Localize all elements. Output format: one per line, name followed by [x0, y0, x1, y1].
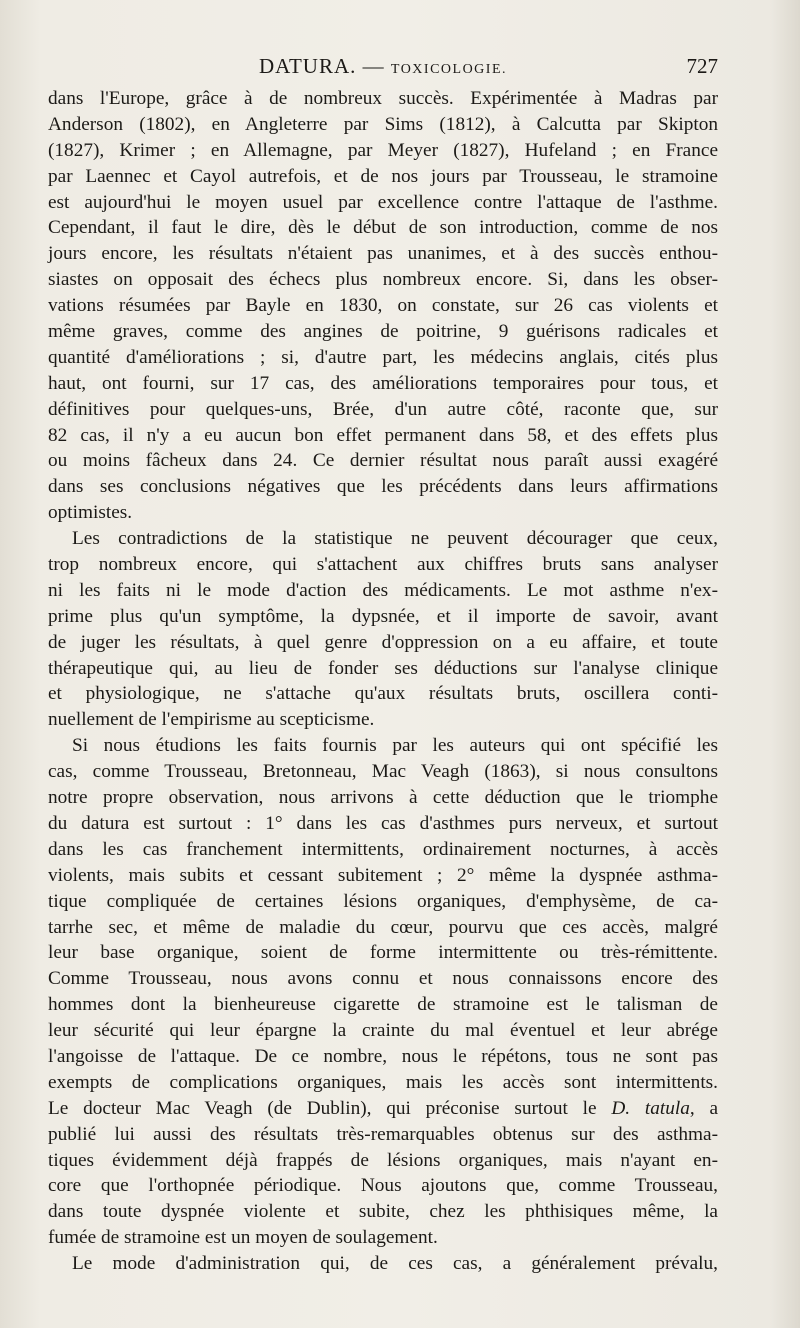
- text-line: core que l'orthopnée périodique. Nous ajoutons que, comme Trousseau,: [48, 1175, 718, 1197]
- text-line: Anderson (1802), en Angleterre par Sims (1812), à Calcutta par Skipton: [48, 113, 718, 135]
- body-text: [48, 86, 718, 1277]
- text-line: l'angoisse de l'attaque. De ce nombre, nous le répétons, tous ne sont pas: [48, 1045, 718, 1067]
- text-line: du datura est surtout : 1° dans les cas d'asthmes purs nerveux, et surtout: [48, 812, 718, 834]
- text-line: même graves, comme des angines de poitrine, 9 guérisons radicales et: [48, 321, 718, 343]
- text-line: publié lui aussi des résultats très-remarquables obtenus sur des asthma-: [48, 1123, 718, 1145]
- text-line-with-italic: [48, 1096, 718, 1122]
- text-line: jours encore, les résultats n'étaient pas unanimes, et à des succès enthou-: [48, 243, 718, 265]
- text-line: Si nous étudions les faits fournis par les auteurs qui ont spécifié les: [72, 735, 718, 757]
- text-line: leur base organique, soient de forme intermittente ou très-rémittente.: [48, 942, 718, 964]
- text-line: violents, mais subits et cessant subitement ; 2° même la dyspnée asthma-: [48, 864, 718, 886]
- header-section: TOXICOLOGIE.: [390, 62, 508, 77]
- text-line: et physiologique, ne s'attache qu'aux résultats bruts, oscillera conti-: [48, 683, 718, 705]
- text-line-start: Le docteur Mac Veagh (de Dublin), qui préconise surtout le: [48, 1097, 597, 1119]
- text-line: définitives pour quelques-uns, Brée, d'un autre côté, raconte que, sur: [48, 398, 718, 420]
- text-line: ni les faits ni le mode d'action des médicaments. Le mot asthme n'ex-: [48, 579, 718, 601]
- text-line: Le mode d'administration qui, de ces cas, a généralement prévalu,: [72, 1253, 718, 1275]
- running-title: [48, 54, 718, 79]
- text-line: quantité d'améliorations ; si, d'autre part, les médecins anglais, cités plus: [48, 346, 718, 368]
- text-line: de juger les résultats, à quel genre d'oppression on a eu affaire, et toute: [48, 631, 718, 653]
- text-line: 82 cas, il n'y a eu aucun bon effet permanent dans 58, et des effets plus: [48, 424, 718, 446]
- text-line: Les contradictions de la statistique ne peuvent décourager que ceux,: [72, 528, 718, 550]
- text-line: tiques évidemment déjà frappés de lésions organiques, mais n'ayant en-: [48, 1149, 718, 1171]
- text-line: haut, ont fourni, sur 17 cas, des améliorations temporaires pour tous, et: [48, 372, 718, 394]
- text-line: par Laennec et Cayol autrefois, et de nos jours par Trousseau, le stramoine: [48, 165, 718, 187]
- text-line: dans l'Europe, grâce à de nombreux succès. Expérimentée à Madras par: [48, 88, 718, 109]
- page-number: 727: [686, 54, 718, 78]
- text-line-end: , a: [689, 1097, 719, 1119]
- header-dash: —: [356, 54, 391, 78]
- text-line: exempts de complications organiques, mais les accès sont intermittents.: [48, 1071, 718, 1093]
- text-line: vations résumées par Bayle en 1830, on constate, sur 26 cas violents et: [48, 295, 718, 317]
- text-line: siastes on opposait des échecs plus nombreux encore. Si, dans les obser-: [48, 269, 718, 291]
- text-line: ou moins fâcheux dans 24. Ce dernier résultat nous paraît aussi exagéré: [48, 450, 718, 472]
- text-line: dans ses conclusions négatives que les précédents dans leurs affirmations: [48, 476, 718, 498]
- text-line: hommes dont la bienheureuse cigarette de stramoine est le talisman de: [48, 994, 718, 1016]
- text-line: prime plus qu'un symptôme, la dypsnée, et il importe de savoir, avant: [48, 605, 718, 627]
- text-line: notre propre observation, nous arrivons à cette déduction que le triomphe: [48, 787, 718, 809]
- text-line: tique compliquée de certaines lésions organiques, d'emphysème, de ca-: [48, 890, 718, 912]
- text-line: thérapeutique qui, au lieu de fonder ses déductions sur l'analyse clinique: [48, 657, 718, 679]
- text-line: tarrhe sec, et même de maladie du cœur, pourvu que ces accès, malgré: [48, 916, 718, 938]
- running-header: [48, 50, 718, 84]
- text-line: cas, comme Trousseau, Bretonneau, Mac Veagh (1863), si nous consultons: [48, 761, 718, 783]
- italic-species-name: D. tatula: [611, 1097, 690, 1119]
- text-line: leur sécurité qui leur épargne la crainte du mal éventuel et leur abrége: [48, 1020, 718, 1042]
- text-line: dans toute dyspnée violente et subite, chez les phthisiques même, la: [48, 1201, 718, 1223]
- text-line: Comme Trousseau, nous avons connu et nous connaissons encore des: [48, 968, 718, 990]
- text-line: fumée de stramoine est un moyen de soulagement.: [48, 1227, 438, 1249]
- text-line: optimistes.: [48, 502, 133, 524]
- text-line: nuellement de l'empirisme au scepticisme.: [48, 709, 375, 731]
- text-line: trop nombreux encore, qui s'attachent aux chiffres bruts sans analyser: [48, 554, 718, 576]
- text-line: dans les cas franchement intermittents, ordinairement nocturnes, à accès: [48, 838, 718, 860]
- text-line: Cependant, il faut le dire, dès le début de son introduction, comme de nos: [48, 217, 718, 239]
- text-line: (1827), Krimer ; en Allemagne, par Meyer (1827), Hufeland ; en France: [48, 139, 718, 161]
- header-title: DATURA.: [258, 54, 357, 78]
- text-line: est aujourd'hui le moyen usuel par excellence contre l'attaque de l'asthme.: [48, 191, 718, 213]
